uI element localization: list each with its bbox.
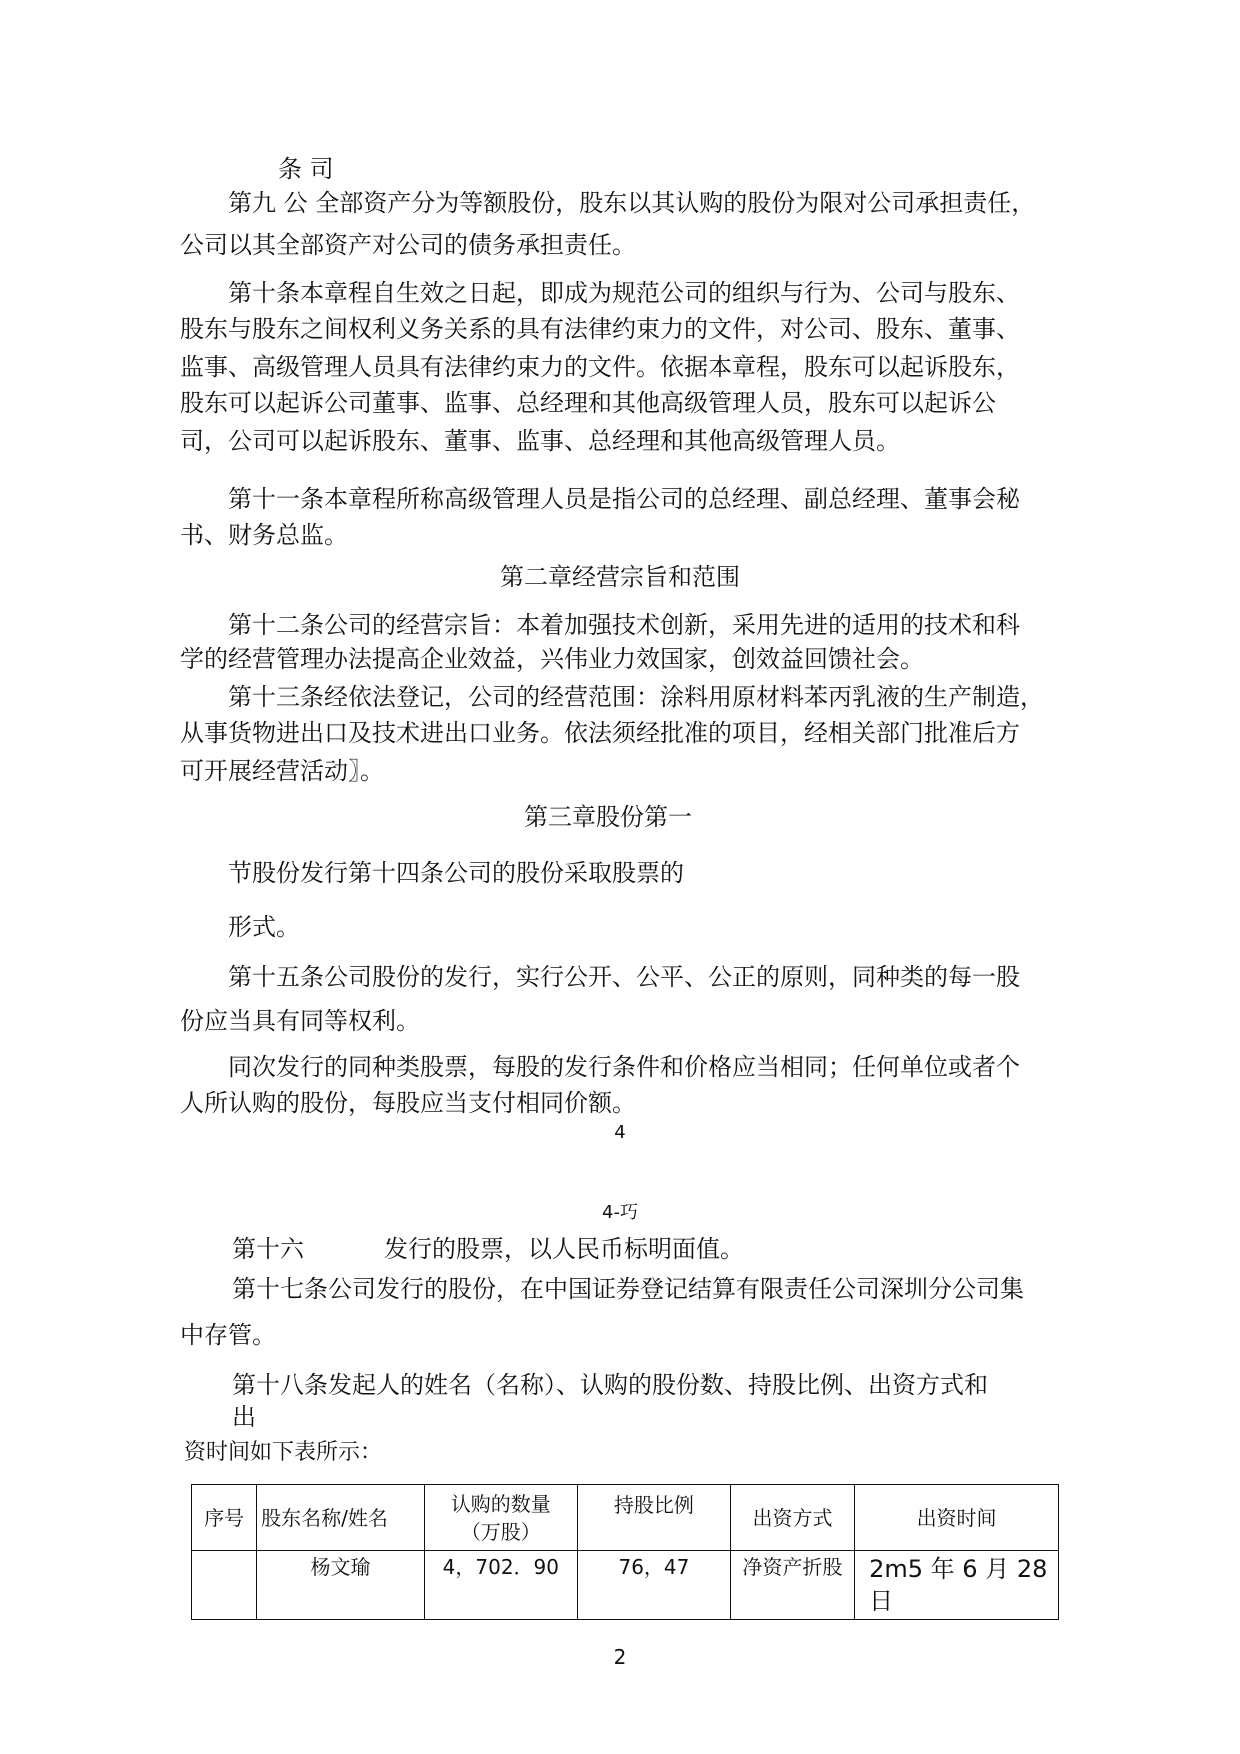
article-10-line-5: 司，公司可以起诉股东、董事、监事、总经理和其他高级管理人员。 [180,427,900,455]
article-15-line-1: 第十五条公司股份的发行，实行公开、公平、公正的原则，同种类的每一股 [228,963,1020,991]
header-serial: 序号 [192,1485,257,1551]
header-method: 出资方式 [730,1485,854,1551]
article-16-label: 第十六 [232,1235,304,1263]
section-1-line-1: 节股份发行第十四条公司的股份采取股票的 [228,859,684,887]
article-15-line-2: 份应当具有同等权利。 [180,1007,420,1035]
article-11-line-1: 第十一条本章程所称高级管理人员是指公司的总经理、副总经理、董事会秘 [228,485,1020,513]
header-ratio: 持股比例 [577,1485,730,1551]
article-17-line-1: 第十七条公司发行的股份，在中国证券登记结算有限责任公司深圳分公司集 [232,1275,1024,1303]
article-13-line-3: 可开展经营活动〗。 [180,757,384,785]
article-18-line-1: 第十八条发起人的姓名（名称）、认购的股份数、持股比例、出资方式和 [232,1371,988,1399]
article-15-line-4: 人所认购的股份，每股应当支付相同价额。 [180,1089,636,1117]
cell-quantity: 4，702．90 [424,1551,577,1620]
table-header-row [192,1485,1059,1551]
chapter-3-heading: 第三章股份第一 [524,803,692,831]
article-9-line-1: 第九 公 全部资产分为等额股份，股东以其认购的股份为限对公司承担责任， [228,189,1036,217]
table-row [192,1551,1059,1620]
shareholder-table [191,1484,1059,1620]
page-number-inner: 4 [614,1122,626,1143]
cell-ratio: 76，47 [577,1551,730,1620]
page-footer-number: 2 [613,1645,627,1669]
article-16-text: 发行的股票，以人民币标明面值。 [384,1235,744,1263]
header-quantity [424,1485,577,1551]
header-quantity-line-2: （万股） [460,1519,541,1544]
header-shareholder-name: 股东名称/姓名 [257,1485,425,1551]
cell-method: 净资产折股 [730,1551,854,1620]
article-15-line-3: 同次发行的同种类股票，每股的发行条件和价格应当相同；任何单位或者个 [228,1053,1020,1081]
article-10-line-4: 股东可以起诉公司董事、监事、总经理和其他高级管理人员，股东可以起诉公 [180,389,996,417]
section-1-line-2: 形式。 [228,913,300,941]
article-12-line-1: 第十二条公司的经营宗旨：本着加强技术创新，采用先进的适用的技术和科 [228,611,1020,639]
article-18-line-2: 出 [232,1403,256,1431]
article-13-line-2: 从事货物进出口及技术进出口业务。依法须经批准的项目，经相关部门批准后方 [180,719,1020,747]
article-17-line-2: 中存管。 [180,1321,276,1349]
text-line: 条 司 [278,155,334,183]
article-10-line-1: 第十条本章程自生效之日起，即成为规范公司的组织与行为、公司与股东、 [228,279,1020,307]
header-quantity-line-1: 认购的数量 [450,1491,551,1516]
chapter-2-heading: 第二章经营宗旨和范围 [500,563,740,591]
article-13-line-1: 第十三条经依法登记，公司的经营范围：涂料用原材料苯丙乳液的生产制造， [228,683,1044,711]
article-10-line-3: 监事、高级管理人员具有法律约束力的文件。依据本章程，股东可以起诉股东， [180,353,1020,381]
article-10-line-2: 股东与股东之间权利义务关系的具有法律约束力的文件，对公司、股东、董事、 [180,315,1020,343]
cell-serial [192,1551,257,1620]
article-11-line-2: 书、财务总监。 [180,521,348,549]
article-12-line-2: 学的经营管理办法提高企业效益，兴伟业力效国家，创效益回馈社会。 [180,645,924,673]
article-9-line-2: 公司以其全部资产对公司的债务承担责任。 [180,231,636,259]
page-number-inner-2: 4-巧 [602,1202,638,1223]
article-18-line-3: 资时间如下表所示： [184,1440,383,1465]
header-date: 出资时间 [855,1485,1059,1551]
cell-date: 2m5 年 6 月 28 日 [855,1551,1059,1620]
cell-shareholder-name: 杨文瑜 [257,1551,425,1620]
